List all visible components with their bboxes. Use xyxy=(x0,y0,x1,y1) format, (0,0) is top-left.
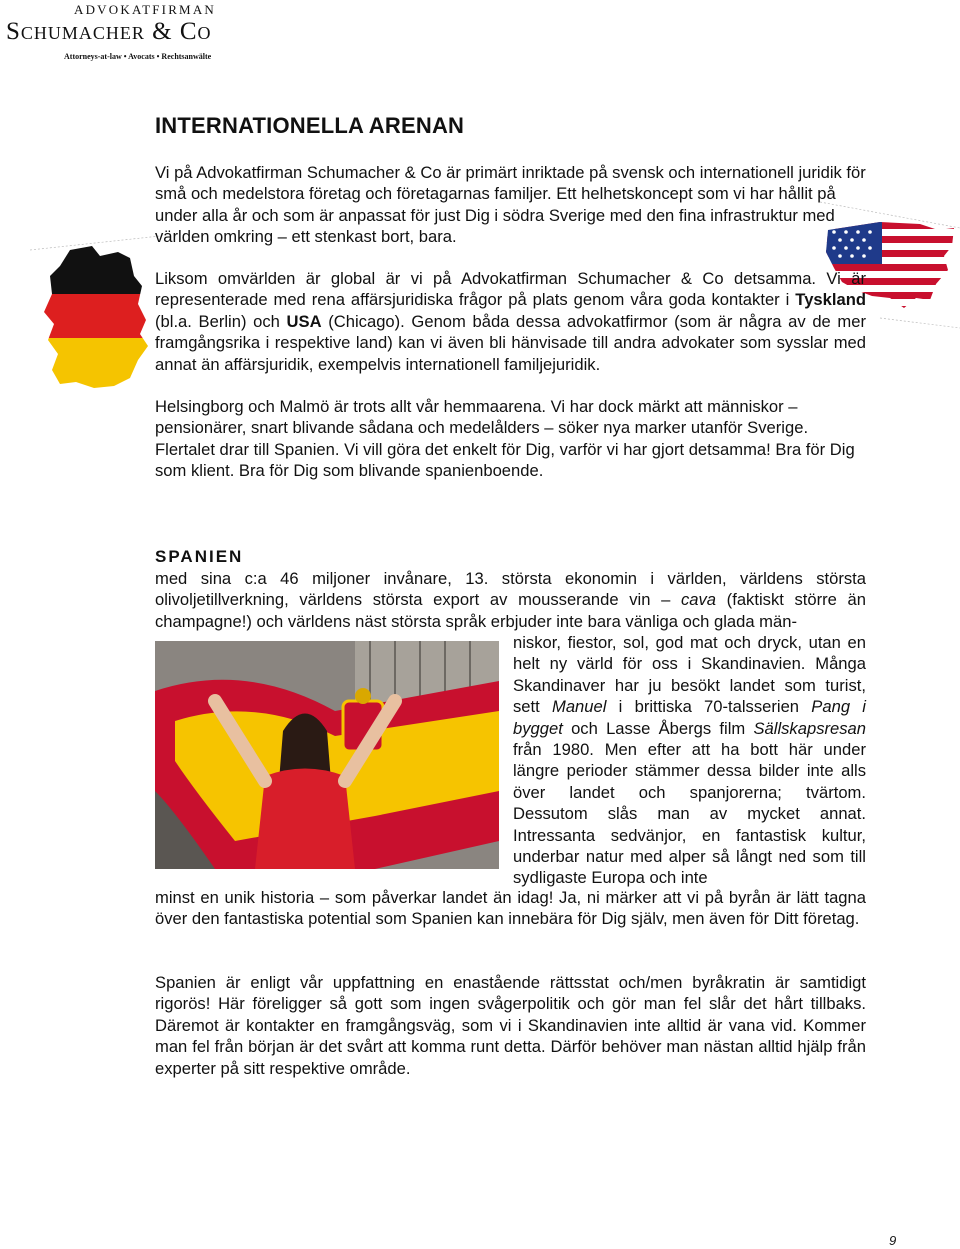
logo-line-2: Schumacher & Co xyxy=(6,18,212,45)
section-heading-international: INTERNATIONELLA ARENAN xyxy=(155,113,465,138)
paragraph-global-part-c: (bl.a. Berlin) och xyxy=(155,311,287,331)
spain-side-part-b: i brittiska 70-talsserien xyxy=(606,697,812,717)
paragraph-global-part-d: (Chicago). Genom båda dessa advokatfirmor (som är några av de mer framgångsrika i respektive land) kan vi även bli hänvisade till andra advokater som sysslar med annat än affärsjuridik, exempelvis internationell familjejuridik. xyxy=(155,311,867,374)
cava-italic: cava xyxy=(680,590,717,610)
manuel-italic: Manuel xyxy=(552,697,607,717)
paragraph-global-part-a: Liksom omvärlden är global är vi på Advokatfirman Schumacher & Co detsamma. Vi är representerade med rena affärsjuridiska frågor på plats genom våra goda kontakter i xyxy=(155,269,866,310)
paragraph-home-arena: Helsingborg och Malmö är trots allt vår hemmaarena. Vi har dock märkt att människor – pensionärer, snart blivande sådana och medelålders – söker nya marker utanför Sverige. Flertalet drar till Spanien. Vi vill göra det enkelt för Dig, varför vi har gjort detsamma! Bra för Dig som klient. Bra för Dig som blivande spanienboende. xyxy=(155,397,855,481)
spain-intro-part-b: (faktiskt större än champagne!) och världens näst största språk erbjuder inte bara vänliga och glada män- xyxy=(155,590,866,631)
section-heading-spain: SPANIEN xyxy=(155,547,244,566)
germany-bold-text: Tyskland xyxy=(795,290,866,310)
sallskapsresan-italic: Sällskapsresan xyxy=(753,718,866,738)
logo-line-3: Attorneys-at-law • Avocats • Rechtsanwälte xyxy=(64,52,212,61)
germany-flag-map-image xyxy=(30,228,160,408)
spain-side-part-a: niskor, fiestor, sol, god mat och dryck, utan en helt ny värld för oss i Skandinavien. Många Skandinaver har ju besökt landet som turist, sett xyxy=(513,633,866,717)
usa-bold-text: USA xyxy=(286,311,322,331)
paragraph-global xyxy=(155,268,866,375)
spain-side-part-c: och Lasse Åbergs film xyxy=(562,718,754,738)
pang-i-bygget-italic: Pang i bygget xyxy=(513,697,866,738)
paragraph-intro: Vi på Advokatfirman Schumacher & Co är primärt inriktade på svensk och internationell juridik för små och medelstora företag och företagarnas familjer. Ett helhetskoncept som vi har hållit på under alla år och som är anpassat för just Dig i södra Sverige med den fina infrastruktur med världen omkring – ett stenkast bort, bara. xyxy=(155,163,866,247)
spain-intro-part-a: med sina c:a 46 miljoner invånare, 13. största ekonomin i världen, världens största olivoljetillverkning, världens största export av mousserande vin – xyxy=(155,569,866,610)
spain-flag-woman-photo xyxy=(155,641,499,869)
paragraph-rule-of-law: Spanien är enligt vår uppfattning en enastående rättsstat och/men byråkratin är samtidigt rigorös! Här föreligger så gott som ingen svågerpolitik och gör man fel slår det hårt tillbaks. Däremot är kontakter en framgångsväg, som vi i Skandinavien inte alltid är vana vid. Kommer man fel från början är det svårt att komma runt detta. Därför behöver man nästan alltid hjälp från experter på sitt respektive område. xyxy=(155,973,866,1078)
page-number: 9 xyxy=(889,1233,897,1248)
paragraph-spain-continuation: minst en unik historia – som påverkar landet än idag! Ja, ni märker att vi på byrån är lätt tagna över den fantastiska potential som Spanien kan innebära för Dig själv, men även för Ditt företag. xyxy=(155,888,866,929)
logo-line-1: ADVOKATFIRMAN xyxy=(74,2,216,17)
spain-side-part-d: från 1980. Men efter att ha bott här under längre perioder stämmer dessa bilder inte alls över landet och spanjorerna; tvärtom. Dessutom slås man av mycket annat. Intressanta sedvänjor, en fantastisk kultur, underbar natur med alper så långt ned som till sydligaste Europa och inte xyxy=(513,740,866,888)
paragraph-spain-side xyxy=(513,632,866,889)
paragraph-spain-intro xyxy=(155,568,866,632)
